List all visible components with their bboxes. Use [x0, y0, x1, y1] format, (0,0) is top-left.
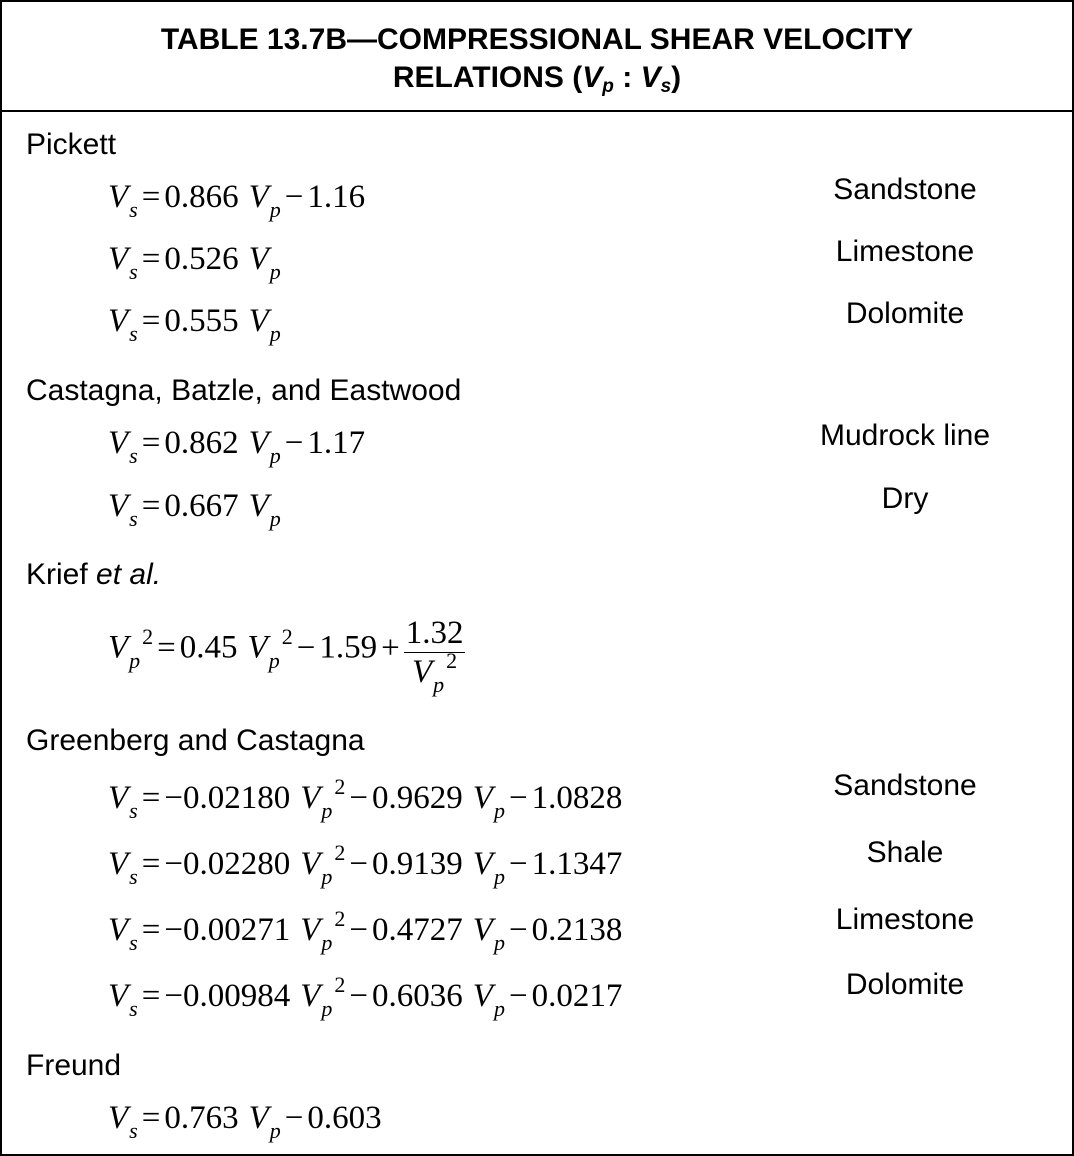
group-heading-greenberg-castagna: Greenberg and Castagna: [26, 724, 365, 757]
sup-2: 2: [334, 906, 346, 931]
sub-p: p: [493, 864, 505, 889]
sub-s: s: [129, 930, 138, 955]
group-heading-pickett: Pickett: [26, 128, 117, 161]
coef-b: 0.9139: [372, 846, 463, 882]
minus: −: [508, 780, 528, 816]
rock-label-gc-limestone: Limestone: [835, 903, 975, 936]
constant: 1.59: [319, 629, 378, 666]
sub-p: p: [321, 996, 333, 1021]
rock-label-gc-shale: Shale: [866, 836, 944, 869]
sub-s: s: [129, 506, 138, 531]
sup-2: 2: [446, 648, 458, 673]
var-v: V: [412, 654, 433, 690]
var-v: V: [300, 912, 321, 948]
group-heading-freund: Freund: [26, 1049, 122, 1082]
equation-mudrock-line: [108, 423, 365, 466]
sub-p: p: [321, 798, 333, 823]
sub-p: p: [269, 1118, 281, 1143]
var-v: V: [108, 425, 129, 461]
equals: =: [157, 629, 176, 666]
fraction-numerator: 1.32: [405, 615, 464, 651]
coef-c: 1.0828: [531, 780, 623, 816]
var-v: V: [248, 303, 269, 339]
title-vs-sub: s: [660, 76, 672, 97]
title-sep: :: [613, 61, 641, 94]
sub-s: s: [129, 443, 138, 468]
var-v: V: [248, 1100, 269, 1136]
equals: =: [141, 425, 161, 461]
rock-label-gc-sandstone: Sandstone: [833, 769, 977, 802]
minus: −: [349, 912, 369, 948]
rock-label-dry: Dry: [881, 482, 929, 515]
equals: =: [141, 978, 161, 1014]
krief-name: Krief: [26, 558, 88, 591]
sub-s: s: [129, 321, 138, 346]
minus: −: [508, 978, 528, 1014]
var-v: V: [472, 780, 493, 816]
equals: =: [141, 241, 161, 277]
rock-label-gc-dolomite: Dolomite: [845, 968, 965, 1001]
constant: 1.17: [307, 425, 366, 461]
equation-pickett-limestone: [108, 239, 281, 282]
sub-p: p: [321, 864, 333, 889]
var-v: V: [248, 241, 269, 277]
sup-2: 2: [334, 774, 346, 799]
coef-a: −0.00984: [164, 978, 291, 1014]
title-prefix: RELATIONS (: [392, 61, 583, 94]
sub-s: s: [129, 996, 138, 1021]
sub-s: s: [129, 197, 138, 222]
title-vp: V: [582, 61, 603, 94]
equals: =: [141, 488, 161, 524]
var-v: V: [108, 780, 129, 816]
sup-2: 2: [334, 972, 346, 997]
equals: =: [141, 780, 161, 816]
minus: −: [349, 780, 369, 816]
equation-krief: [108, 610, 465, 697]
var-v: V: [108, 912, 129, 948]
coefficient: 0.866: [164, 179, 239, 215]
title-vs: V: [640, 61, 661, 94]
equals: =: [141, 912, 161, 948]
coef-c: 0.0217: [531, 978, 623, 1014]
sub-p: p: [129, 647, 141, 673]
var-v: V: [248, 179, 269, 215]
sup-2: 2: [334, 840, 346, 865]
sub-p: p: [493, 798, 505, 823]
rock-label-sandstone: Sandstone: [833, 173, 977, 206]
equation-freund: [108, 1098, 382, 1141]
sub-p: p: [433, 672, 445, 697]
var-v: V: [300, 780, 321, 816]
coef-a: −0.02180: [164, 780, 291, 816]
title-suffix: ): [671, 61, 682, 94]
sub-p: p: [493, 996, 505, 1021]
minus: −: [284, 425, 304, 461]
sub-s: s: [129, 864, 138, 889]
minus: −: [508, 846, 528, 882]
group-heading-castagna: Castagna, Batzle, and Eastwood: [26, 374, 462, 407]
fraction-denominator: [404, 648, 466, 697]
sub-p: p: [269, 197, 281, 222]
var-v: V: [248, 425, 269, 461]
var-v: V: [248, 488, 269, 524]
equation-pickett-sandstone: [108, 177, 365, 220]
coef-b: 0.9629: [372, 780, 463, 816]
var-v: V: [108, 303, 129, 339]
sub-s: s: [129, 798, 138, 823]
equals: =: [141, 1100, 161, 1136]
coef-c: 1.1347: [531, 846, 623, 882]
var-v: V: [108, 629, 129, 666]
fraction: [404, 614, 466, 697]
var-v: V: [108, 488, 129, 524]
minus: −: [284, 1100, 304, 1136]
minus: −: [349, 846, 369, 882]
var-v: V: [108, 241, 129, 277]
sub-s: s: [129, 259, 138, 284]
sub-p: p: [493, 930, 505, 955]
sub-p: p: [269, 506, 281, 531]
group-heading-krief: [26, 558, 161, 592]
equals: =: [141, 303, 161, 339]
table-title: [2, 2, 1072, 112]
var-v: V: [300, 978, 321, 1014]
sup-2: 2: [281, 623, 293, 649]
coefficient: 0.45: [179, 629, 238, 666]
var-v: V: [247, 629, 268, 666]
equation-gc-limestone: [108, 906, 623, 955]
coef-b: 0.6036: [372, 978, 463, 1014]
title-vp-sub: p: [602, 76, 614, 97]
equation-gc-dolomite: [108, 972, 623, 1021]
equals: =: [141, 179, 161, 215]
coef-a: −0.02280: [164, 846, 291, 882]
coefficient: 0.667: [164, 488, 239, 524]
var-v: V: [472, 846, 493, 882]
rock-label-dolomite: Dolomite: [845, 297, 965, 330]
plus: +: [381, 629, 400, 666]
sub-p: p: [268, 647, 280, 673]
rock-label-mudrock-line: Mudrock line: [819, 419, 991, 452]
sub-p: p: [269, 321, 281, 346]
coefficient: 0.763: [164, 1100, 239, 1136]
coefficient: 0.555: [164, 303, 239, 339]
coef-b: 0.4727: [372, 912, 463, 948]
var-v: V: [108, 846, 129, 882]
coef-c: 0.2138: [531, 912, 623, 948]
constant: 0.603: [307, 1100, 382, 1136]
minus: −: [508, 912, 528, 948]
minus: −: [349, 978, 369, 1014]
et-al: et al.: [96, 558, 162, 591]
equation-gc-shale: [108, 840, 623, 889]
equals: =: [141, 846, 161, 882]
title-line-1: TABLE 13.7B—COMPRESSIONAL SHEAR VELOCITY: [160, 23, 914, 56]
sub-p: p: [321, 930, 333, 955]
sup-2: 2: [142, 623, 154, 649]
rock-label-limestone: Limestone: [835, 235, 975, 268]
coefficient: 0.862: [164, 425, 239, 461]
minus: −: [296, 629, 316, 666]
var-v: V: [108, 978, 129, 1014]
sub-p: p: [269, 259, 281, 284]
var-v: V: [108, 179, 129, 215]
var-v: V: [108, 1100, 129, 1136]
equation-dry: [108, 486, 281, 529]
constant: 1.16: [307, 179, 366, 215]
equation-pickett-dolomite: [108, 301, 281, 344]
var-v: V: [472, 912, 493, 948]
var-v: V: [300, 846, 321, 882]
title-line-2: [2, 59, 1072, 97]
var-v: V: [472, 978, 493, 1014]
equation-gc-sandstone: [108, 774, 623, 823]
sub-p: p: [269, 443, 281, 468]
coefficient: 0.526: [164, 241, 239, 277]
minus: −: [284, 179, 304, 215]
coef-a: −0.00271: [164, 912, 291, 948]
sub-s: s: [129, 1118, 138, 1143]
